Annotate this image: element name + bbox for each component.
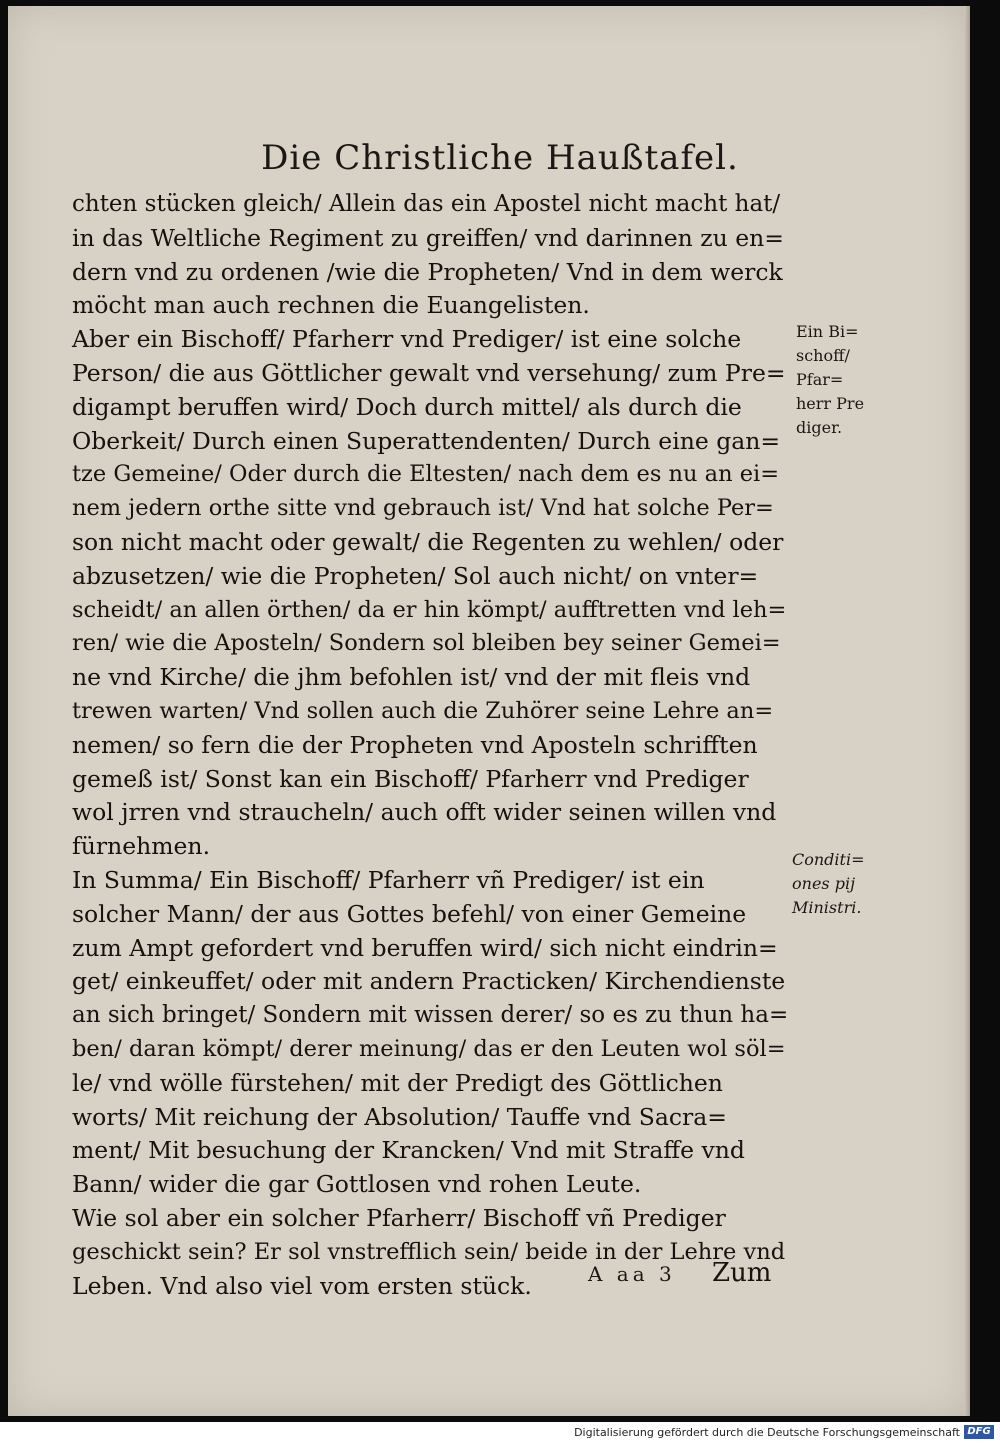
text-line: wol jrren vnd straucheln/ auch offt wider seinen willen vnd [72,798,777,827]
marginal-line: Ministri. [792,898,862,917]
marginal-line: herr Pre [796,394,865,413]
dfg-logo-icon: DFG [964,1425,994,1439]
text-line: geschickt sein? Er sol vnstrefflich sein/ beide in der Lehre vnd [72,1238,786,1265]
text-line: ment/ Mit besuchung der Krancken/ Vnd mit Straffe vnd [72,1136,745,1165]
marginal-line: diger. [796,418,843,437]
text-line: worts/ Mit reichung der Absolution/ Tauffe vnd Sacra= [72,1102,727,1131]
text-line: Wie sol aber ein solcher Pfarherr/ Bischoff vñ Prediger [72,1203,726,1232]
marginal-line: Ein Bi= [796,322,859,341]
text-line: Leben. Vnd also viel vom ersten stück. [72,1271,532,1300]
marginal-line: ones pij [792,874,856,893]
text-line: tze Gemeine/ Oder durch die Eltesten/ nach dem es nu an ei= [72,461,780,488]
text-line: le/ vnd wölle fürstehen/ mit der Predigt des Göttlichen [72,1068,723,1097]
text-line: trewen warten/ Vnd sollen auch die Zuhörer seine Lehre an= [72,697,774,724]
text-line: möcht man auch rechnen die Euangelisten. [72,291,590,320]
text-line: nemen/ so fern die der Propheten vnd Aposteln schrifften [72,730,758,759]
text-line: in das Weltliche Regiment zu greiffen/ vnd darinnen zu en= [72,223,784,252]
running-head: Die Christliche Haußtafel. [261,138,739,178]
marginal-note-bishop [796,320,892,440]
text-line: fürnehmen. [72,832,211,861]
text-line: dern vnd zu ordenen /wie die Propheten/ Vnd in dem werck [72,257,783,286]
text-line: ben/ daran kömpt/ derer meinung/ das er den Leuten wol söl= [72,1035,786,1062]
marginal-line: schoff/ [796,346,850,365]
marginal-line: Conditi= [792,850,865,869]
text-line: Aber ein Bischoff/ Pfarherr vnd Prediger/ ist eine solche [72,325,742,354]
text-line: an sich bringet/ Sondern mit wissen derer/ so es zu thun ha= [72,1002,789,1029]
text-line: gemeß ist/ Sonst kan ein Bischoff/ Pfarherr vnd Prediger [72,764,749,793]
marginal-note-conditiones [792,848,888,920]
text-line: ne vnd Kirche/ die jhm befohlen ist/ vnd der mit fleis vnd [72,663,751,692]
text-line: digampt beruffen wird/ Doch durch mittel/ als durch die [72,392,742,421]
text-line: scheidt/ an allen örthen/ da er hin kömpt/ aufftretten vnd leh= [72,596,787,623]
text-line: Bann/ wider die gar Gottlosen vnd rohen Leute. [72,1170,642,1199]
text-line: get/ einkeuffet/ oder mit andern Practicken/ Kirchendienste [72,967,786,996]
page-edge [964,6,970,1416]
text-line: ren/ wie die Aposteln/ Sondern sol bleiben bey seiner Gemei= [72,630,781,657]
marginal-line: Pfar= [796,370,844,389]
catchword: Zum [712,1258,772,1288]
text-line: Oberkeit/ Durch einen Superattendenten/ Durch eine gan= [72,426,781,455]
text-line: solcher Mann/ der aus Gottes befehl/ von einer Gemeine [72,899,747,928]
text-line: In Summa/ Ein Bischoff/ Pfarherr vñ Prediger/ ist ein [72,865,705,894]
text-line: zum Ampt gefordert vnd beruffen wird/ sich nicht eindrin= [72,933,778,962]
funding-credit: Digitalisierung gefördert durch die Deutsche Forschungsgemeinschaft [574,1426,960,1439]
text-line: chten stücken gleich/ Allein das ein Apostel nicht macht hat/ [72,191,781,217]
signature-mark: A aa 3 [588,1262,676,1286]
body-text [72,188,788,1303]
text-line: Person/ die aus Göttlicher gewalt vnd versehung/ zum Pre= [72,358,786,387]
text-line: abzusetzen/ wie die Propheten/ Sol auch nicht/ on vnter= [72,561,759,590]
text-line: son nicht macht oder gewalt/ die Regenten zu wehlen/ oder [72,527,784,556]
text-line: nem jedern orthe sitte vnd gebrauch ist/ Vnd hat solche Per= [72,495,774,522]
